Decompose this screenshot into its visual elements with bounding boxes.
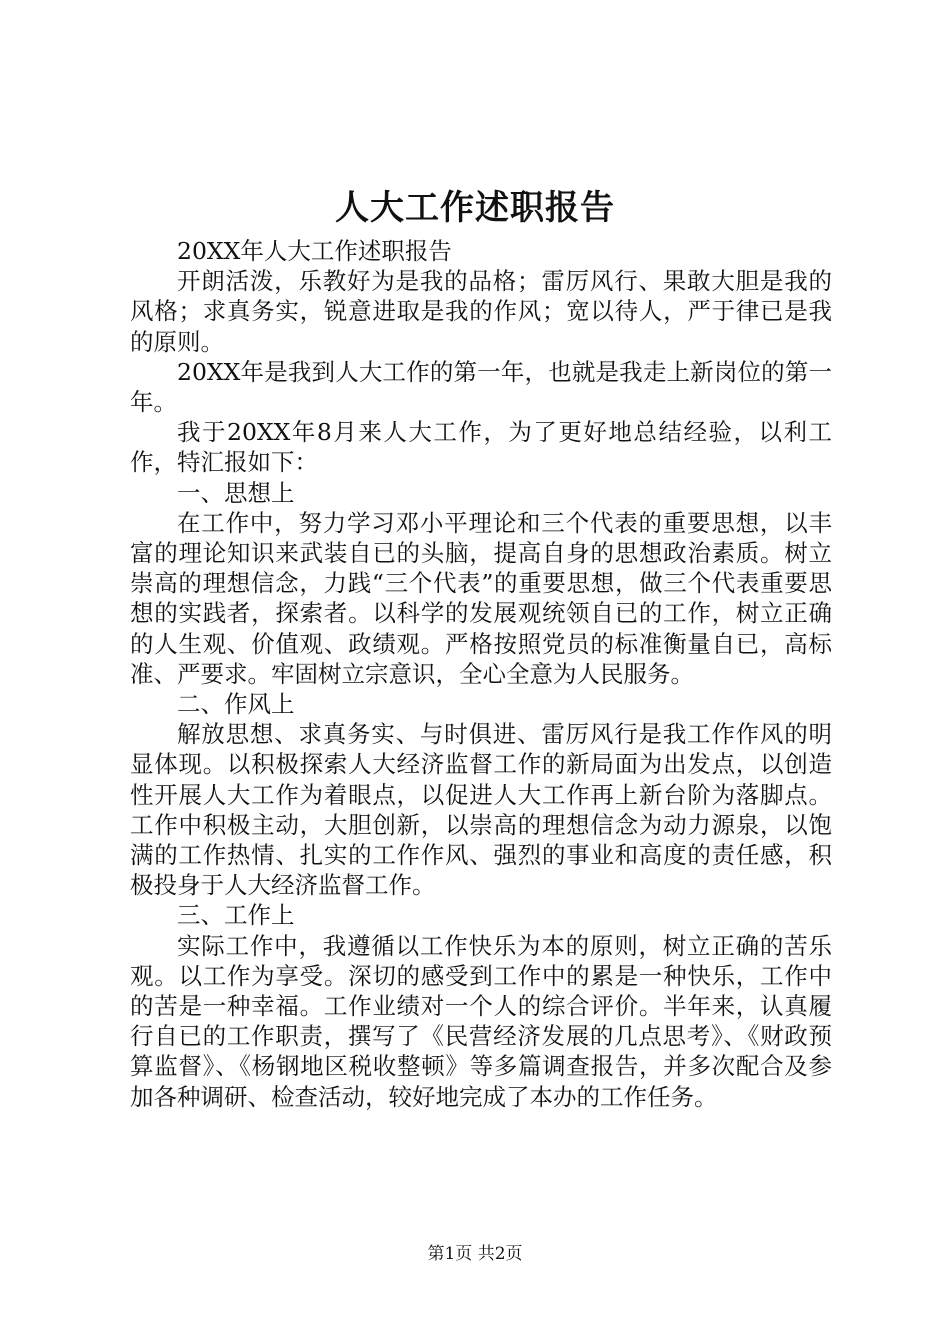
page-number-footer: 第1页 共2页 xyxy=(427,1244,523,1264)
intro-paragraph: 20XX年是我到人大工作的第一年，也就是我走上新岗位的第一年。 xyxy=(130,357,832,417)
intro-paragraph: 开朗活泼，乐教好为是我的品格；雷厉风行、果敢大胆是我的风格；求真务实，锐意进取是我的作风；宽以待人，严于律已是我的原则。 xyxy=(130,267,832,356)
body-paragraph: 解放思想、求真务实、与时俱进、雷厉风行是我工作作风的明显体现。以积极探索人大经济监督工作的新局面为出发点，以创造性开展人大工作为着眼点，以促进人大工作再上新台阶为落脚点。工作中积极主动，大胆创新，以崇高的理想信念为动力源泉，以饱满的工作热情、扎实的工作作风、强烈的事业和高度的责任感，积极投身于人大经济监督工作。 xyxy=(130,720,832,900)
body-paragraph: 实际工作中，我遵循以工作快乐为本的原则，树立正确的苦乐观。以工作为享受。深切的感受到工作中的累是一种快乐，工作中的苦是一种幸福。工作业绩对一个人的综合评价。半年来，认真履行自已的工作职责，撰写了《民营经济发展的几点思考》、《财政预算监督》、《杨钢地区税收整顿》等多篇调查报告，并多次配合及参加各种调研、检查活动，较好地完成了本办的工作任务。 xyxy=(130,931,832,1111)
document-title: 人大工作述职报告 xyxy=(335,188,615,228)
section-heading: 二、作风上 xyxy=(177,690,295,719)
section-heading: 三、工作上 xyxy=(177,901,295,930)
intro-paragraph: 我于20XX年8月来人大工作，为了更好地总结经验，以利工作，特汇报如下： xyxy=(130,418,832,477)
body-paragraph: 在工作中，努力学习邓小平理论和三个代表的重要思想，以丰富的理论知识来武装自已的头脑，提高自身的思想政治素质。树立崇高的理想信念，力践“三个代表”的重要思想，做三个代表重要思想的实践者，探索者。以科学的发展观统领自已的工作，树立正确的人生观、价值观、政绩观。严格按照党员的标准衡量自已，高标准、严要求。牢固树立宗意识，全心全意为人民服务。 xyxy=(130,508,832,688)
section-heading: 一、思想上 xyxy=(177,478,295,507)
document-body xyxy=(130,236,832,1112)
subtitle-paragraph: 20XX年人大工作述职报告 xyxy=(177,237,452,265)
